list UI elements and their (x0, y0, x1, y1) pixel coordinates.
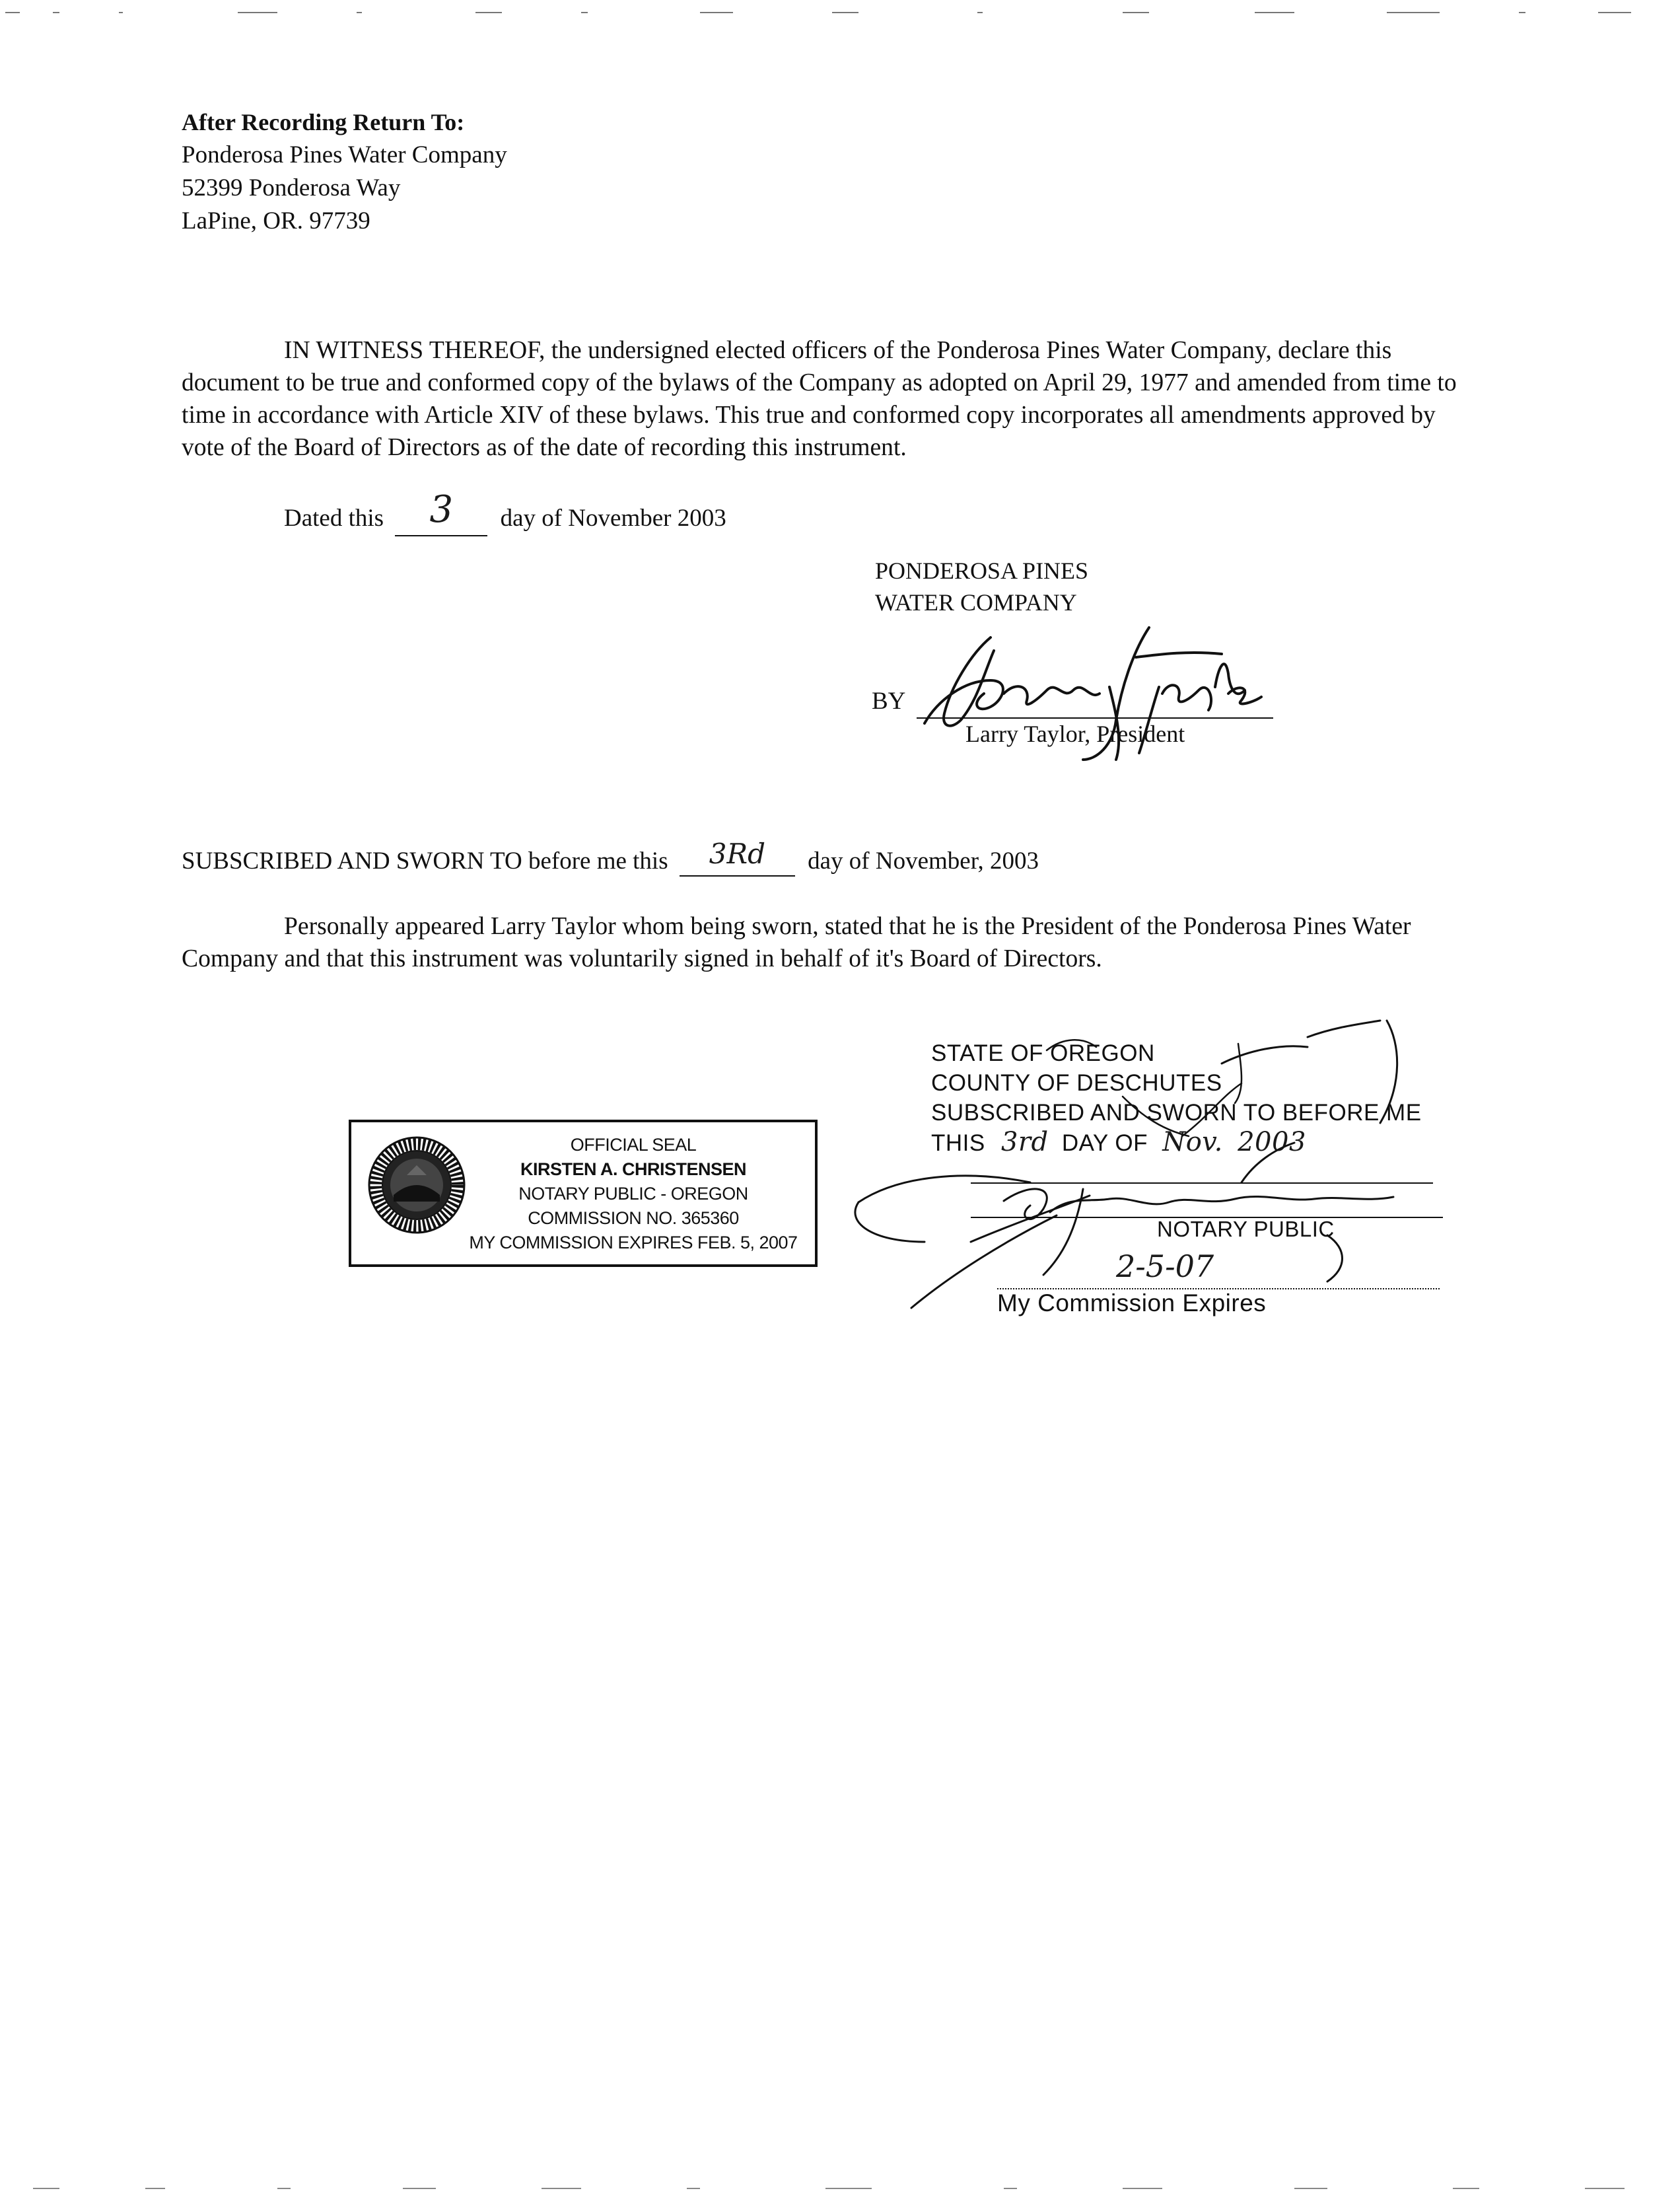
official-seal-box (349, 1120, 818, 1267)
stamp-expires-handwritten: 2-5-07 (1116, 1248, 1214, 1284)
stamp-notary-public: NOTARY PUBLIC (1157, 1217, 1335, 1241)
stamp-this-prefix: THIS (931, 1130, 985, 1156)
witness-text: IN WITNESS THEREOF, the undersigned elected officers of the Ponderosa Pines Water Company, declare this document to be true and conformed copy of the bylaws of the Company as adopted on April 29, 1977 and amended from time to time in accordance with Article XIV of these bylaws. This true and conformed copy incorporates all amendments approved by vote of the Board of Directors as of the date of recording this instrument. (182, 337, 1457, 461)
by-label: BY (872, 688, 906, 715)
personal-text: Personally appeared Larry Taylor whom being sworn, stated that he is the President of the Ponderosa Pines Water Company and that this instrument was voluntarily signed in behalf of it's Board of Directors. (182, 913, 1411, 972)
stamp-year-handwritten: 2003 (1238, 1127, 1306, 1157)
witness-paragraph (182, 334, 1476, 464)
return-street: 52399 Ponderosa Way (182, 174, 401, 201)
state-seal-emblem (367, 1136, 466, 1235)
seal-text (457, 1133, 810, 1255)
subscribed-suffix: day of November, 2003 (808, 848, 1039, 875)
stamp-day-handwritten: 3rd (1000, 1127, 1049, 1157)
company-line-2: WATER COMPANY (875, 589, 1077, 616)
seal-notary-name: KIRSTEN A. CHRISTENSEN (520, 1159, 747, 1179)
stamp-this-rule (971, 1182, 1433, 1184)
return-heading: After Recording Return To: (182, 109, 465, 135)
dated-day-blank (395, 488, 487, 536)
subscribed-day-handwritten: 3Rd (709, 838, 765, 870)
dated-line (284, 488, 726, 536)
stamp-expires-label: My Commission Expires (997, 1289, 1267, 1317)
signer-name: Larry Taylor, President (965, 721, 1185, 747)
seal-commission-number: COMMISSION NO. 365360 (528, 1208, 739, 1228)
seal-line-1: OFFICIAL SEAL (570, 1135, 697, 1155)
scan-noise-top (0, 9, 1680, 16)
notary-stamp (931, 1038, 1422, 1158)
stamp-month-handwritten: Nov. (1162, 1127, 1223, 1157)
return-city: LaPine, OR. 97739 (182, 207, 370, 235)
signature-line (917, 717, 1273, 719)
seal-expiration: MY COMMISSION EXPIRES FEB. 5, 2007 (469, 1233, 798, 1252)
personal-appearance-paragraph (182, 910, 1476, 975)
return-address-block (182, 106, 507, 238)
company-line-1: PONDEROSA PINES (875, 558, 1089, 584)
return-company: Ponderosa Pines Water Company (182, 141, 507, 168)
dated-suffix: day of November 2003 (500, 505, 726, 532)
dated-prefix: Dated this (284, 505, 384, 532)
stamp-subscribed: SUBSCRIBED AND SWORN TO BEFORE ME (931, 1100, 1422, 1126)
seal-line-3: NOTARY PUBLIC - OREGON (518, 1184, 748, 1204)
stamp-state: STATE OF OREGON (931, 1040, 1155, 1066)
subscribed-day-blank (680, 838, 795, 877)
subscribed-line (182, 838, 1039, 877)
company-name-block (875, 555, 1088, 618)
subscribed-prefix: SUBSCRIBED AND SWORN TO before me this (182, 848, 668, 875)
stamp-day-of: DAY OF (1061, 1130, 1148, 1156)
stamp-this-line (931, 1128, 1422, 1158)
scan-noise-bottom (0, 2185, 1680, 2192)
dated-day-handwritten: 3 (429, 488, 454, 531)
stamp-county: COUNTY OF DESCHUTES (931, 1070, 1222, 1096)
